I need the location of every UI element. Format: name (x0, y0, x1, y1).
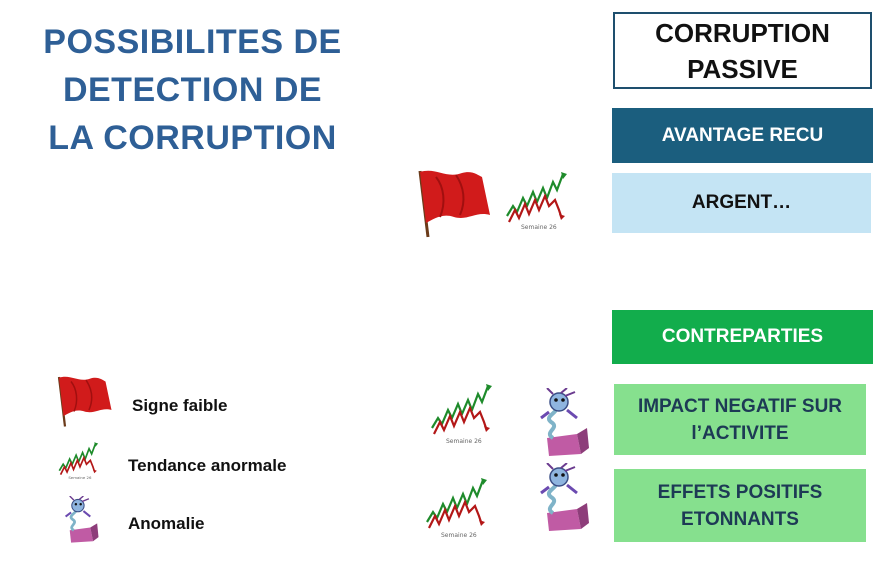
effets-line-1: EFFETS POSITIFS (657, 481, 823, 503)
title-line-2: DETECTION DE (62, 71, 323, 109)
corruption-passive-box (613, 12, 872, 89)
contreparties-label: CONTREPARTIES (661, 326, 824, 347)
corruption-passive-line-2: PASSIVE (687, 53, 798, 84)
contreparties-box (612, 310, 873, 364)
legend-anomalie: Anomalie (128, 514, 205, 533)
avantage-recu-label: AVANTAGE RECU (661, 124, 824, 146)
title-line-1: POSSIBILITES DE (43, 23, 342, 61)
zigzag-trend-chart-icon (505, 170, 573, 232)
zigzag-trend-chart-icon (430, 380, 498, 446)
impact-line-1: IMPACT NEGATIF SUR (637, 395, 843, 417)
chart-caption: Semaine 26 (441, 532, 477, 539)
chart-caption: Semaine 26 (68, 475, 92, 481)
title-line-3: LA CORRUPTION (48, 119, 337, 157)
legend-signe-faible: Signe faible (132, 396, 228, 415)
zigzag-trend-chart-icon (58, 440, 102, 482)
jack-in-the-box-icon (533, 388, 591, 458)
argent-label: ARGENT… (691, 192, 792, 213)
corruption-passive-line-1: CORRUPTION (655, 17, 830, 48)
jack-in-the-box-icon (60, 496, 100, 544)
slide-title (20, 18, 365, 162)
avantage-recu-box (612, 108, 873, 163)
jack-in-the-box-icon (533, 463, 591, 533)
red-flag-icon (56, 374, 116, 428)
legend-tendance-anormale: Tendance anormale (128, 456, 287, 475)
zigzag-trend-chart-icon (425, 474, 493, 540)
red-flag-icon (416, 167, 496, 239)
argent-box (612, 173, 871, 233)
chart-caption: Semaine 26 (446, 438, 482, 445)
impact-negatif-box (614, 384, 866, 455)
impact-line-2: l’ACTIVITE (691, 422, 789, 444)
legend (52, 372, 312, 552)
effets-line-2: ETONNANTS (681, 508, 799, 530)
chart-caption: Semaine 26 (521, 224, 557, 231)
effets-positifs-box (614, 469, 866, 542)
